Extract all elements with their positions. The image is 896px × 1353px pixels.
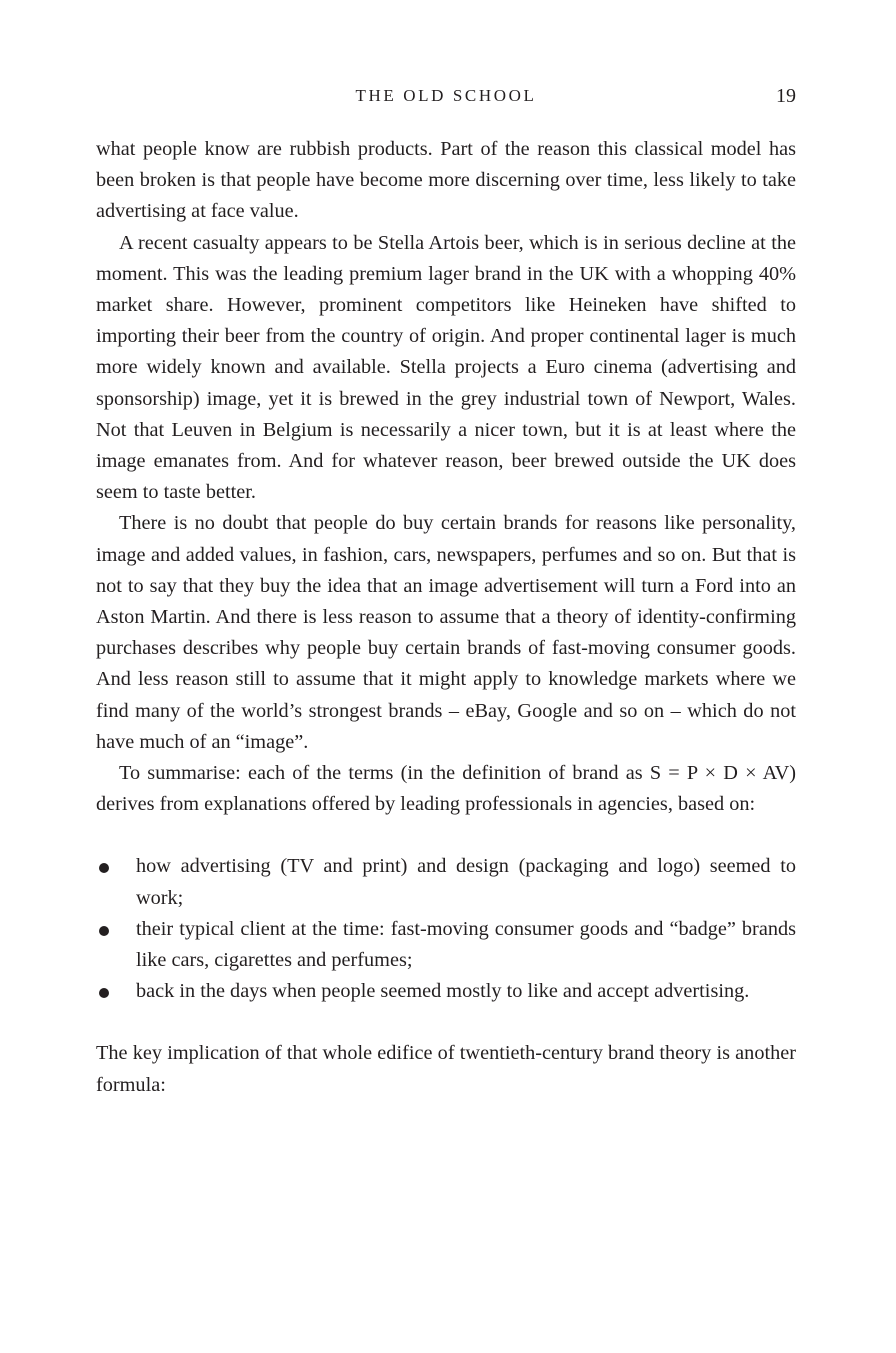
running-head <box>96 84 796 108</box>
paragraph-closing: The key implication of that whole edifice of twentieth-century brand theory is another formula: <box>96 1042 796 1096</box>
bullet-dot-icon <box>99 863 109 873</box>
running-title: THE OLD SCHOOL <box>355 86 537 105</box>
bullet-item <box>96 914 796 976</box>
paragraph-continued: what people know are rubbish products. Part of the reason this classical model has been broken is that people have become more discerning over time, less likely to take advertising at face value. <box>96 138 796 223</box>
bullet-dot-icon <box>99 926 109 936</box>
paragraph-summary: To summarise: each of the terms (in the definition of brand as S = P × D × AV) derives from explanations offered by leading professionals in agencies, based on: <box>96 762 796 816</box>
bullet-text: how advertising (TV and print) and design (packaging and logo) seemed to work; <box>136 855 796 909</box>
page-number: 19 <box>776 85 796 107</box>
bullet-item <box>96 851 796 913</box>
bullet-item <box>96 976 796 1007</box>
bullet-dot-icon <box>99 988 109 998</box>
paragraph-stella-artois: A recent casualty appears to be Stella Artois beer, which is in serious decline at the moment. This was the leading premium lager brand in the UK with a whopping 40% market share. However, prominent competitors like Heineken have shifted to importing their beer from the country of origin. And proper continental lager is much more widely known and available. Stella projects a Euro cinema (advertising and sponsorship) image, yet it is brewed in the grey industrial town of Newport, Wales. Not that Leuven in Belgium is necessarily a nicer town, but it is at least where the image emanates from. And for whatever reason, beer brewed outside the UK does seem to taste better. <box>96 231 796 504</box>
bullet-list <box>96 851 796 1007</box>
body-text <box>96 134 796 1101</box>
bullet-text: back in the days when people seemed mostly to like and accept advertising. <box>136 980 750 1003</box>
bullet-text: their typical client at the time: fast-moving consumer goods and “badge” brands like cars, cigarettes and perfumes; <box>136 917 796 972</box>
paragraph-brand-reasons: There is no doubt that people do buy certain brands for reasons like personality, image and added values, in fashion, cars, newspapers, perfumes and so on. But that is not to say that they buy the idea that an image advertisement will turn a Ford into an Aston Martin. And there is less reason to assume that a theory of identity-confirming purchases describes why people buy certain brands of fast-moving consumer goods. And less reason still to assume that it might apply to knowledge markets where we find many of the world’s strongest brands – eBay, Google and so on – which do not have much of an “image”. <box>96 512 796 753</box>
